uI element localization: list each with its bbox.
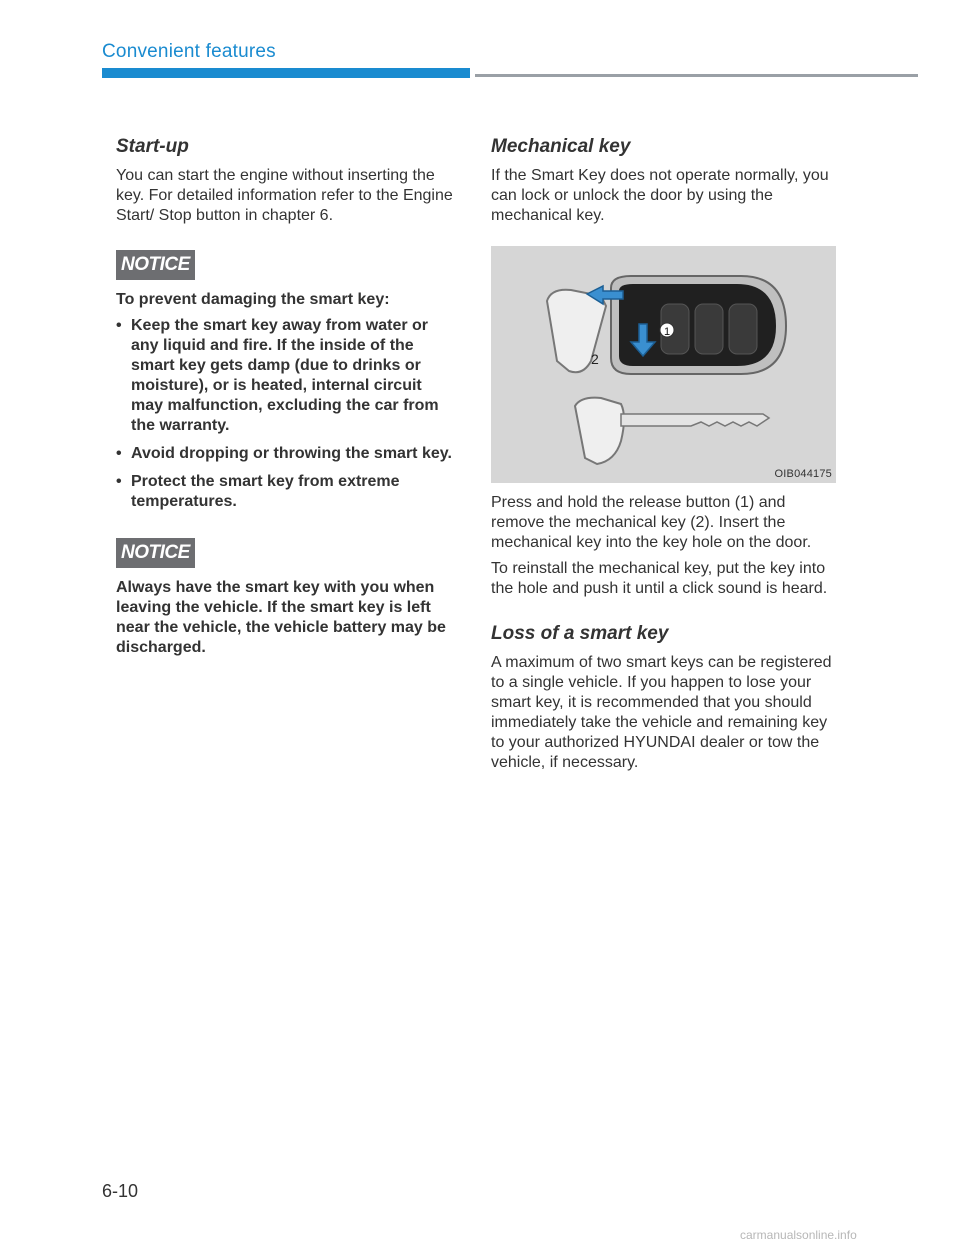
notice-badge: NOTICE [116, 250, 195, 280]
startup-heading: Start-up [116, 136, 189, 157]
startup-text: You can start the engine without inserting the key. For detailed information refer to the Engine Start/ Stop button in chapter 6. [116, 167, 453, 224]
section-header-title: Convenient features [102, 41, 276, 62]
notice-list [116, 316, 456, 512]
smart-key-figure [491, 246, 836, 483]
fob-button [695, 304, 723, 354]
header-rule [475, 74, 918, 77]
right-column [491, 136, 836, 779]
notice-text: Always have the smart key with you when leaving the vehicle. If the smart key is left near the vehicle, the vehicle battery may be discharged. [116, 579, 446, 656]
figure-label-2: 2 [591, 351, 599, 367]
figure-code: OIB044175 [774, 468, 832, 480]
mechanical-key-text: If the Smart Key does not operate normally, you can lock or unlock the door by using the mechanical key. [491, 167, 829, 224]
notice-box-1 [116, 250, 456, 512]
loss-heading: Loss of a smart key [491, 623, 669, 644]
list-item: • Avoid dropping or throwing the smart key. [116, 444, 456, 464]
list-item: • Protect the smart key from extreme temperatures. [116, 472, 456, 512]
list-item: • Keep the smart key away from water or any liquid and fire. If the inside of the smart key gets damp (due to drinks or moisture), or is heated, internal circuit may malfunction, excluding the car from the warranty. [116, 316, 456, 436]
header-accent-bar [102, 68, 470, 78]
mechanical-key-heading: Mechanical key [491, 136, 631, 157]
notice-badge: NOTICE [116, 538, 195, 568]
figure-label-1: 1 [664, 326, 671, 338]
smart-key-illustration [491, 246, 836, 483]
loss-text: A maximum of two smart keys can be registered to a single vehicle. If you happen to lose your smart key, it is recommended that you should immediately take the vehicle and remaining key to your authorized HYUNDAI dealer or tow the vehicle, if necessary. [491, 654, 832, 771]
left-column [116, 136, 456, 658]
mechanical-key-head [575, 398, 624, 464]
watermark: carmanualsonline.info [740, 1228, 857, 1242]
notice-heading: To prevent damaging the smart key: [116, 291, 390, 308]
page-number: 6-10 [102, 1181, 139, 1201]
press-release-text: Press and hold the release button (1) and remove the mechanical key (2). Insert the mechanical key into the key hole on the door. [491, 494, 812, 551]
reinstall-text: To reinstall the mechanical key, put the key into the hole and push it until a click sound is heard. [491, 560, 828, 597]
fob-button [729, 304, 757, 354]
notice-box-2 [116, 538, 456, 658]
mechanical-key-blade [621, 414, 769, 426]
